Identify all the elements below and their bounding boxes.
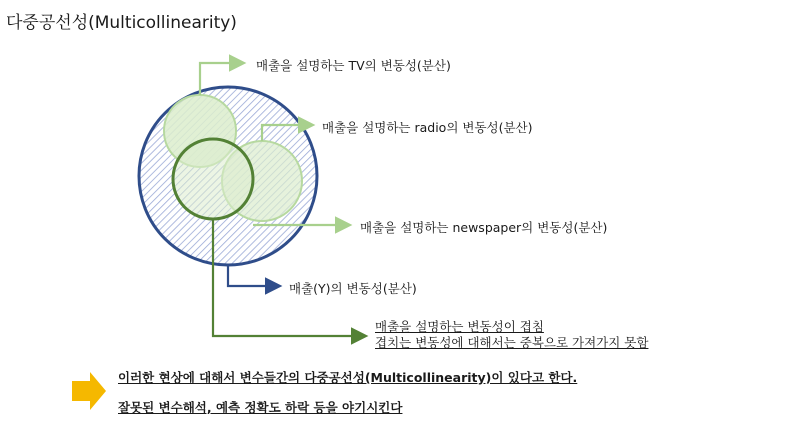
sales-label: 매출(Y)의 변동성(분산) (289, 281, 417, 296)
newspaper-variance-circle (173, 139, 253, 219)
right-arrow-icon (72, 371, 106, 411)
overlap-label (375, 319, 648, 351)
conclusion-line1: 이러한 현상에 대해서 변수들간의 다중공선성(Multicollinearity)이 있다고 한다. (118, 370, 578, 385)
sales-connector (228, 265, 278, 286)
overlap-label-line1: 매출을 설명하는 변동성이 겹침 (375, 319, 544, 334)
tv-label: 매출을 설명하는 TV의 변동성(분산) (256, 58, 451, 73)
radio-label: 매출을 설명하는 radio의 변동성(분산) (322, 120, 533, 135)
newspaper-label: 매출을 설명하는 newspaper의 변동성(분산) (360, 220, 608, 235)
overlap-label-line2: 겹치는 변동성에 대해서는 중복으로 가져가지 못함 (375, 335, 649, 350)
page-title: 다중공선성(Multicollinearity) (6, 13, 237, 33)
conclusion-line2: 잘못된 변수해석, 예측 정확도 하락 등을 야기시킨다 (118, 400, 403, 415)
